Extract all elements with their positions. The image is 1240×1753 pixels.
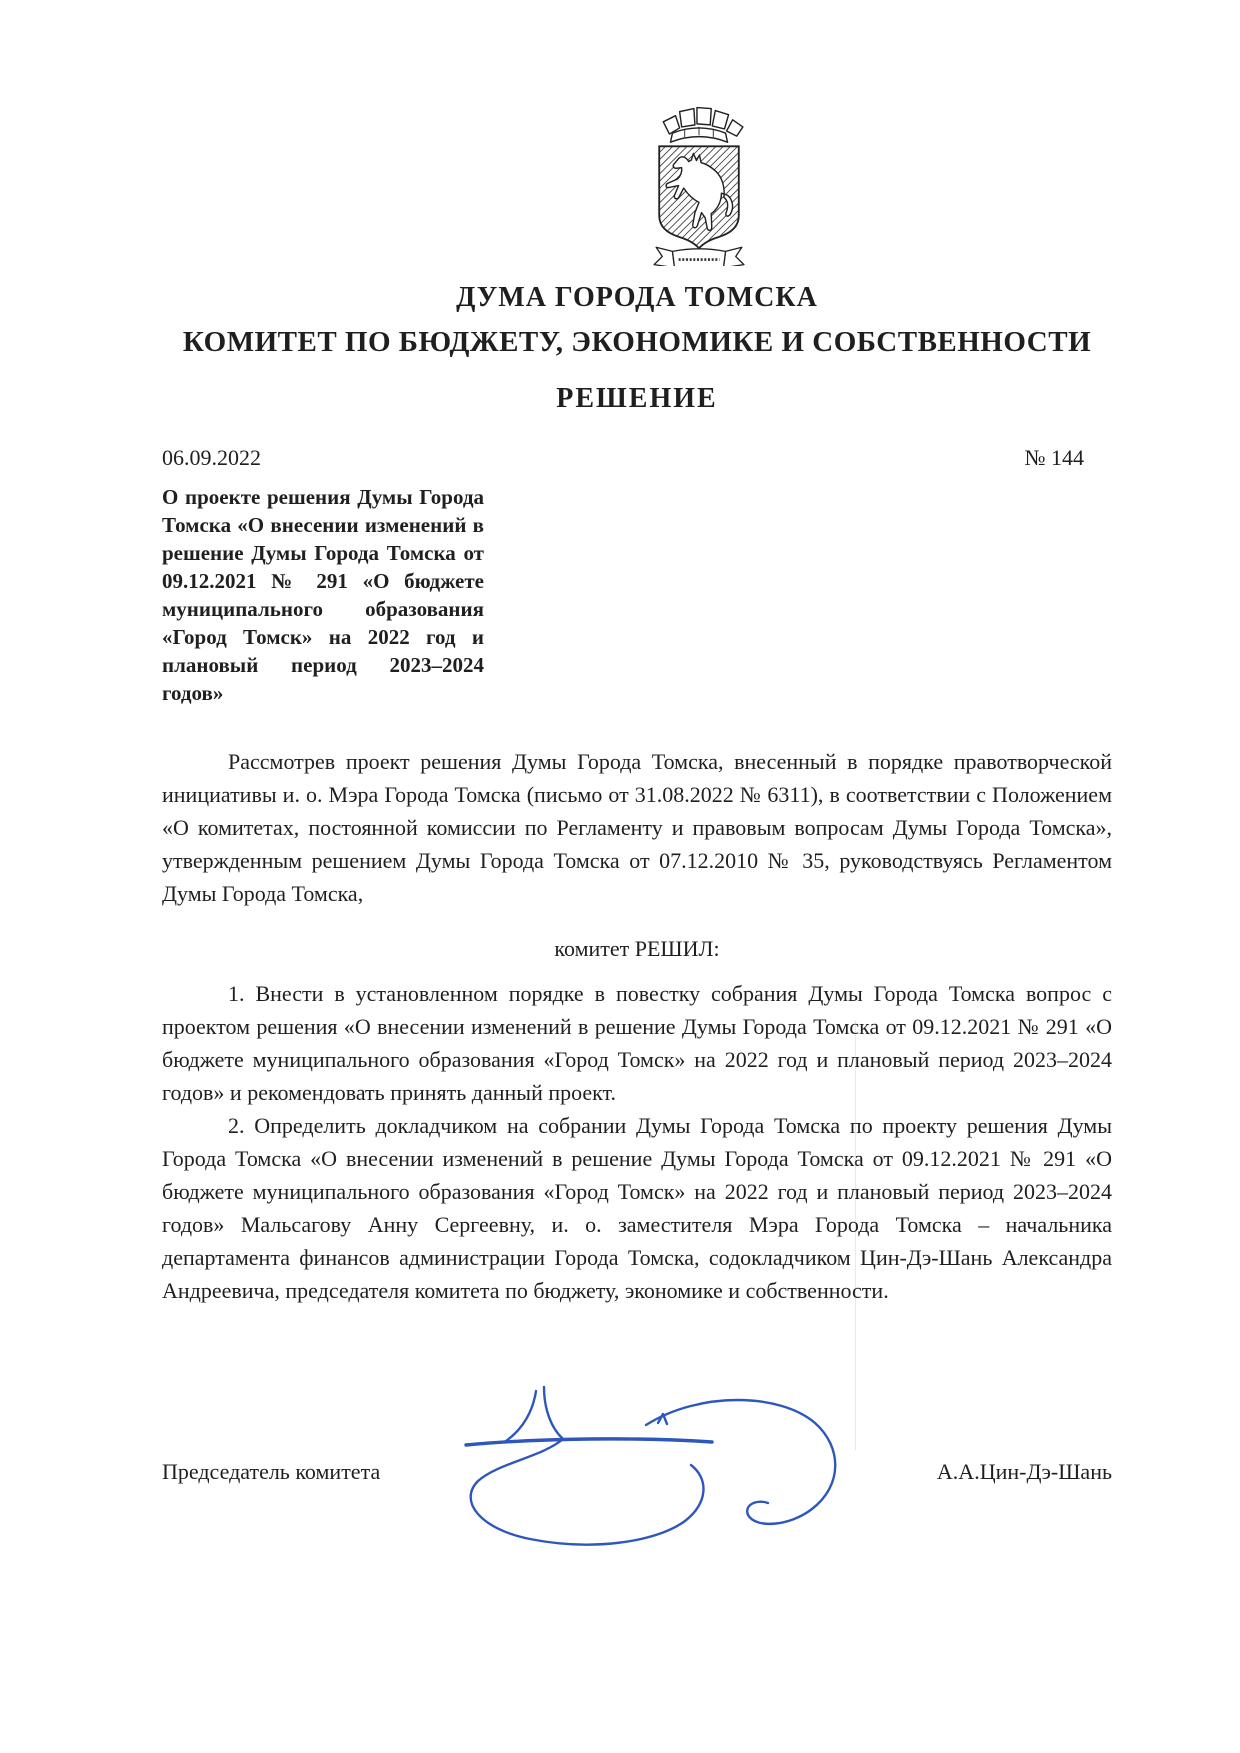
preamble-paragraph: Рассмотрев проект решения Думы Города Томска, внесенный в порядке правотворческой инициативы и. о. Мэра Города Томска (письмо от 31.08.2022 № 6311), в соответствии с Положением «О комитетах, постоянной комиссии по Регламенту и правовым вопросам Думы Города Томска», утвержденным решением Думы Города Томска от 07.12.2010 № 35, руководствуясь Регламентом Думы Города Томска, bbox=[162, 749, 1112, 906]
document-type-title: РЕШЕНИЕ bbox=[556, 383, 718, 414]
resolved-heading: комитет РЕШИЛ: bbox=[554, 936, 720, 961]
org-name-line1: ДУМА ГОРОДА ТОМСКА bbox=[456, 282, 818, 313]
scan-fold-artifact bbox=[855, 1020, 856, 1450]
resolution-item-1: 1. Внести в установленном порядке в повестку собрания Думы Города Томска вопрос с проектом решения «О внесении изменений в решение Думы Города Томска от 09.12.2021 № 291 «О бюджете муниципального образования «Город Томск» на 2022 год и плановый период 2023–2024 годов» и рекомендовать принять данный проект. bbox=[162, 981, 1112, 1105]
document-number: № 144 bbox=[1024, 445, 1084, 470]
document-subject: О проекте решения Думы Города Томска «О внесении изменений в решение Думы Города Томска от 09.12.2021 № 291 «О бюджете муниципального образования «Город Томск» на 2022 год и плановый период 2023–2024 годов» bbox=[162, 485, 484, 705]
org-name-line2: КОМИТЕТ ПО БЮДЖЕТУ, ЭКОНОМИКЕ И СОБСТВЕННОСТИ bbox=[182, 326, 1092, 358]
signer-name: А.А.Цин-Дэ-Шань bbox=[936, 1459, 1112, 1484]
motto-ribbon-icon bbox=[654, 247, 744, 266]
handwritten-signature-icon bbox=[450, 1381, 880, 1553]
resolution-item-2: 2. Определить докладчиком на собрании Думы Города Томска по проекту решения Думы Города Томска «О внесении изменений в решение Думы Города Томска от 09.12.2021 № 291 «О бюджете муниципального образования «Город Томск» на 2022 год и плановый период 2023–2024 годов» Мальсагову Анну Сергеевну, и. о. заместителя Мэра Города Томска – начальника департамента финансов администрации Города Томска, содокладчиком Цин-Дэ-Шань Александра Андреевича, председателя комитета по бюджету, экономике и собственности. bbox=[162, 1113, 1112, 1303]
coat-of-arms-tomsk bbox=[162, 98, 1112, 268]
date-number-row bbox=[162, 445, 1112, 471]
signer-title: Председатель комитета bbox=[162, 1459, 381, 1484]
signature-block bbox=[162, 1459, 1112, 1485]
crown-icon bbox=[663, 108, 743, 143]
shield-icon bbox=[659, 146, 739, 248]
tomsk-emblem-icon bbox=[648, 98, 750, 266]
document-date: 06.09.2022 bbox=[162, 445, 261, 470]
